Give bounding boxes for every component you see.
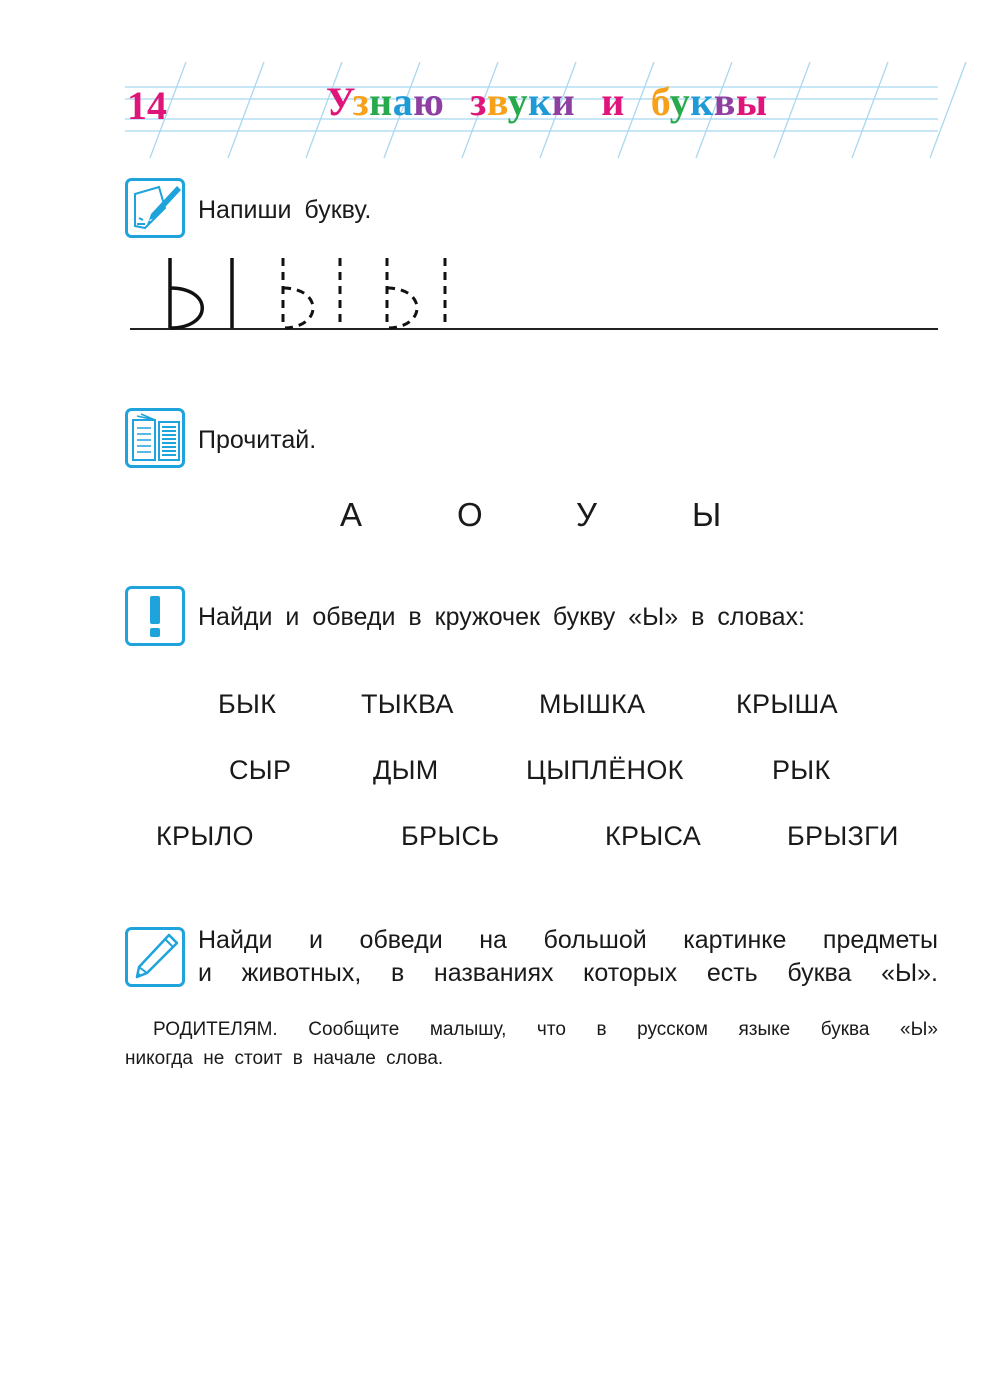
- find-instruction: Найди и обведи в кружочек букву «Ы» в словах:: [198, 603, 805, 631]
- open-book-icon: [125, 408, 185, 468]
- title-word: и: [601, 79, 625, 124]
- page-number: 14: [127, 83, 167, 128]
- picture-instruction-line-1: Найди и обведи на большой картинке предметы: [198, 926, 938, 954]
- page-title: [326, 79, 768, 124]
- word-item[interactable]: БРЫЗГИ: [787, 821, 899, 851]
- letter-u: У: [576, 496, 597, 533]
- word-item[interactable]: КРЫСА: [605, 821, 702, 851]
- picture-instruction: [198, 924, 938, 990]
- title-word: Узнаю: [326, 79, 445, 124]
- picture-instruction-line-2: и животных, в названиях которых есть буква «Ы».: [198, 959, 938, 987]
- title-word: буквы: [650, 79, 768, 124]
- pencil-writing-icon: [125, 178, 185, 238]
- word-item[interactable]: СЫР: [229, 755, 292, 785]
- word-item[interactable]: КРЫЛО: [156, 821, 254, 851]
- parents-note-line-2: никогда не стоит в начале слова.: [125, 1048, 444, 1069]
- word-item[interactable]: КРЫША: [736, 689, 838, 719]
- word-item[interactable]: РЫК: [772, 755, 831, 785]
- word-item[interactable]: ЦЫПЛЁНОК: [526, 755, 684, 785]
- word-item[interactable]: МЫШКА: [539, 689, 646, 719]
- letter-o: О: [457, 496, 483, 533]
- word-item[interactable]: БЫК: [218, 689, 277, 719]
- read-instruction: Прочитай.: [198, 426, 317, 454]
- letter-a: А: [340, 496, 363, 533]
- letter-tracing-area[interactable]: [125, 250, 940, 335]
- parents-note: [125, 1015, 938, 1073]
- pencil-icon: [125, 927, 185, 987]
- letter-y: Ы: [692, 496, 722, 533]
- word-item[interactable]: БРЫСЬ: [401, 821, 500, 851]
- trace-letter-2: [387, 258, 445, 328]
- exclamation-icon: [125, 586, 185, 646]
- word-item[interactable]: ТЫКВА: [361, 689, 454, 719]
- word-item[interactable]: ДЫМ: [373, 755, 439, 785]
- write-instruction: Напиши букву.: [198, 196, 372, 224]
- sample-letter: [170, 258, 232, 328]
- title-word: звуки: [470, 79, 576, 124]
- trace-letter-1: [283, 258, 340, 328]
- parents-note-line-1: РОДИТЕЛЯМ. Сообщите малышу, что в русском языке буква «Ы»: [153, 1019, 938, 1040]
